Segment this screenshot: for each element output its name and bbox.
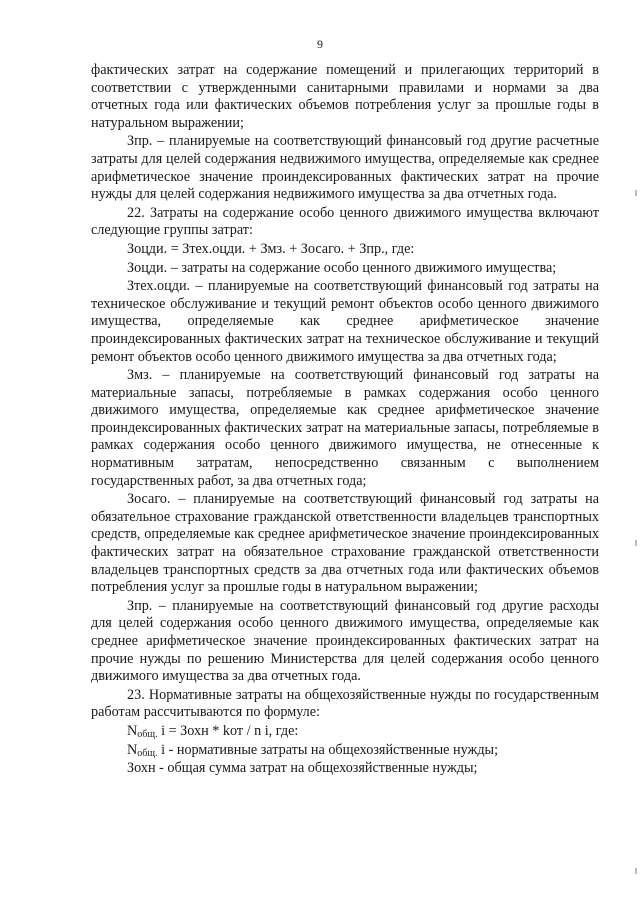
formula-zocdi: Зоцди. = Зтех.оцди. + Змз. + Зосаго. + Зпр., где: — [127, 240, 415, 257]
page-number: 9 — [317, 37, 323, 51]
scan-margin-mark — [635, 540, 637, 546]
formula-rest: i = Зохн * kот / n i, где: — [157, 722, 299, 739]
definition-n-obsh — [91, 742, 599, 760]
formula-n-obsh — [91, 723, 599, 741]
paragraph-ztech-definition: Зтех.оцди. – планируемые на соответствующий финансовый год затраты на техническое обслуживание и текущий ремонт объектов особо ценного движимого имущества, определяемые как среднее арифметическое значение проиндексированных фактических затрат на техническое обслуживание и текущий ремонт объектов особо ценного движимого имущества за два отчетных года; — [91, 278, 599, 365]
paragraph-zpr-definition: Зпр. – планируемые на соответствующий финансовый год другие расчетные затраты для целей содержания недвижимого имущества, определяемые как среднее арифметическое значение проиндексированных фактических затрат на прочие нужды для целей содержания недвижимого имущества за два отчетных года. — [91, 133, 599, 203]
paragraph-zocdi-definition: Зоцди. – затраты на содержание особо ценного движимого имущества; — [127, 259, 557, 276]
formula-subscript: общ. — [137, 728, 158, 740]
definition-symbol: N — [127, 741, 138, 758]
scan-margin-mark — [635, 190, 637, 196]
paragraph-section-22: 22. Затраты на содержание особо ценного движимого имущества включают следующие группы затрат: — [91, 204, 599, 239]
definition-rest: i - нормативные затраты на общехозяйственные нужды; — [157, 741, 499, 758]
paragraph-zmz-definition: Змз. – планируемые на соответствующий финансовый год затраты на материальные запасы, потребляемые в рамках содержания особо ценного движимого имущества, определяемые как среднее арифметическое значение проиндексированных фактических затрат на материальные запасы, потребляемые в рамках содержания особо ценного движимого имущества, не отнесенные к нормативным затратам, непосредственно связанным с выполнением государственных работ, за два отчетных года; — [91, 367, 599, 489]
document-body — [91, 62, 599, 779]
paragraph-section-23: 23. Нормативные затраты на общехозяйственные нужды по государственным работам рассчитываются по формуле: — [91, 686, 599, 721]
formula-symbol: N — [127, 722, 138, 739]
definition-subscript: общ. — [137, 747, 158, 759]
paragraph-continuation: фактических затрат на содержание помещений и прилегающих территорий в соответствии с утвержденными санитарными правилами и нормами за два отчетных года или фактических объемов потребления услуг за прошлые годы в натуральном выражении; — [91, 62, 599, 131]
definition-zohn: Зохн - общая сумма затрат на общехозяйственные нужды; — [127, 760, 478, 777]
scan-margin-mark — [635, 868, 637, 874]
paragraph-zosago-definition: Зосаго. – планируемые на соответствующий финансовый год затраты на обязательное страхование гражданской ответственности владельцев транспортных средств, определяемые как среднее арифметическое значение проиндексированных фактических затрат на обязательное страхование гражданской ответственности владельцев транспортных средств за два отчетных года или фактических объемов потребления услуг за прошлые годы в натуральном выражении; — [91, 491, 599, 596]
paragraph-zpr-ocdi-definition: Зпр. – планируемые на соответствующий финансовый год другие расходы для целей содержания особо ценного движимого имущества, определяемые как среднее арифметическое значение проиндексированных фактических затрат на прочие нужды по решению Министерства для целей содержания особо ценного движимого имущества за два отчетных года. — [91, 597, 599, 685]
